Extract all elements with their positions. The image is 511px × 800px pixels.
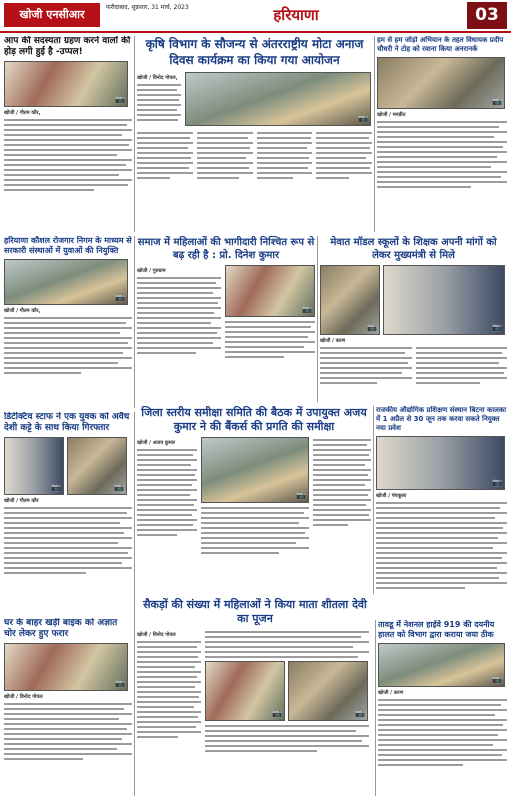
story-byline: खोजी / करण [378,690,404,696]
camera-icon: 📷 [296,491,306,500]
column-rule [134,236,135,408]
story-body-col-1 [320,347,412,387]
story-headline: हम से हम जोड़ो अभियान के तहत विधायक प्रदीप चौधरी ने टोह को रवाना किया अनरानर्क [377,36,504,53]
story-headline: जिला स्तरीय समीक्षा समिति की बैठक में उपायुक्त अजय कुमार ने की बैंकर्स की प्रगति की समीक्षा [141,406,367,433]
story-millet-day [137,36,372,232]
story-photo-2 [288,661,368,721]
dateline: फरीदाबाद, शुक्रवार, 31 मार्च, 2023 [106,4,189,11]
story-body-col-2 [197,132,253,182]
story-photo [376,436,505,490]
masthead-rule [0,31,511,33]
story-mla-visit [377,36,507,232]
camera-icon: 📷 [492,478,502,487]
story-body [137,277,221,354]
story-photo [185,72,371,126]
story-detective-arrest [4,412,132,612]
camera-icon: 📷 [115,679,125,688]
column-rule [317,236,318,402]
story-photo [4,437,64,495]
story-body [378,699,507,766]
story-byline: खोजी / विनोद गोयल, [137,75,178,81]
camera-icon: 📷 [367,323,377,332]
camera-icon: 📷 [51,483,61,492]
story-body-bottom [205,725,369,752]
camera-icon: 📷 [302,305,312,314]
story-body-col-3 [313,439,371,557]
camera-icon: 📷 [355,709,365,718]
story-party-join [4,36,132,232]
camera-icon: 📷 [115,95,125,104]
column-rule [373,406,374,594]
story-body [377,121,507,188]
story-photo [320,265,380,335]
story-body [137,449,197,536]
story-byline: खोजी / गुरुग्राम [137,268,166,274]
story-headline: डिटेक्टिव स्टाफ ने एक युवक को अवैध देशी कट्टे के साथ किया गिरफ्तार [4,412,130,433]
story-photo [4,643,128,691]
section-title: हरियाणा [273,6,319,24]
column-rule [375,620,376,796]
camera-icon: 📷 [272,709,282,718]
story-body-col-3 [257,132,313,182]
story-body-cont [201,507,309,554]
column-rule [134,412,135,612]
column-rule [134,36,135,232]
newspaper-logo: खोजी एनसीआर [4,3,100,27]
story-body [137,84,181,121]
story-body [137,641,201,738]
story-headline: कृषि विभाग के सौजन्य से अंतरराष्ट्रीय मोटा अनाज दिवस कार्यक्रम का किया गया आयोजन [145,37,364,67]
story-photo [377,57,505,109]
story-byline: खोजी / विनोद गोयल [4,694,43,700]
story-byline: खोजी / अजय कुमार [137,440,176,446]
camera-icon: 📷 [114,483,124,492]
story-body [4,317,132,374]
masthead [0,0,511,32]
story-district-meeting [137,406,371,594]
story-byline: खोजी / पंचकूला [376,493,407,499]
story-photo-2 [67,437,127,495]
story-headline: आप की सदस्यता ग्रहण करने वालों की होड़ लगी हुई है -उप्पल! [4,36,131,57]
story-body-col-1 [137,132,193,182]
story-photo [378,643,505,687]
camera-icon: 📷 [492,675,502,684]
story-byline: खोजी / मनप्रीत [377,112,406,118]
story-byline: खोजी / गौतम कौर [4,498,39,504]
story-women-role [137,236,315,402]
story-mewat-teachers [320,236,507,402]
story-byline: खोजी / गौतम कौर, [4,308,41,314]
camera-icon: 📷 [492,97,502,106]
story-byline: खोजी / करण [320,338,346,344]
story-body [4,703,132,760]
story-photo [4,259,128,305]
story-bike-accident [4,618,132,796]
story-headline: घर के बाहर खड़ी बाइक को अज्ञात चोर लेकर हुए फरार [4,618,118,639]
story-body [4,507,132,574]
story-body [376,502,507,589]
story-body [4,119,132,191]
story-photo [225,265,315,317]
camera-icon: 📷 [358,114,368,123]
story-headline: समाज में महिलाओं की भागीदारी निश्चित रूप से बढ़ रही है : प्रो. दिनेश कुमार [137,237,315,261]
story-photo [4,61,128,107]
story-headline: राजकीय औद्योगिक प्रशिक्षण संस्थान बिटना कालका में 1 अप्रैल से 30 जून तक करवा सकते नियुक्त नया प्रवेश [376,406,507,432]
story-sheetla-puja [137,598,373,796]
story-body-cont [225,321,315,358]
story-headline: सैकड़ों की संख्या में महिलाओं ने किया माता शीतला देवी का पूजन [143,598,367,625]
story-body-col-4 [316,132,372,182]
story-byline: खोजी / गौतम कौर, [4,110,41,116]
story-byline: खोजी / विनोद गोयल [137,632,176,638]
column-rule [374,36,375,232]
story-recruitment [4,236,132,408]
story-headline: हरियाणा कौशल रोजगार निगम के माध्यम से सरकारी संस्थाओं में युवाओं की नियुक्ति [4,236,132,255]
camera-icon: 📷 [115,293,125,302]
story-body-col-2 [416,347,508,387]
column-rule [134,600,135,796]
story-headline: तावडू में नेशनल हाईवे 919 की दयनीय हालत को विभाग द्वारा कराया जया ठीक [378,620,495,639]
story-highway-protest [378,620,507,796]
page-number-badge: 03 [467,2,507,29]
story-photo [205,661,285,721]
story-headline: मेवात मॉडल स्कूलों के शिक्षक अपनी मांगों को लेकर मुख्यमंत्री से मिले [330,237,497,261]
story-photo-2 [383,265,505,335]
camera-icon: 📷 [492,323,502,332]
story-body-top [205,631,369,658]
story-photo [201,437,309,503]
story-iti-admission [376,406,507,616]
